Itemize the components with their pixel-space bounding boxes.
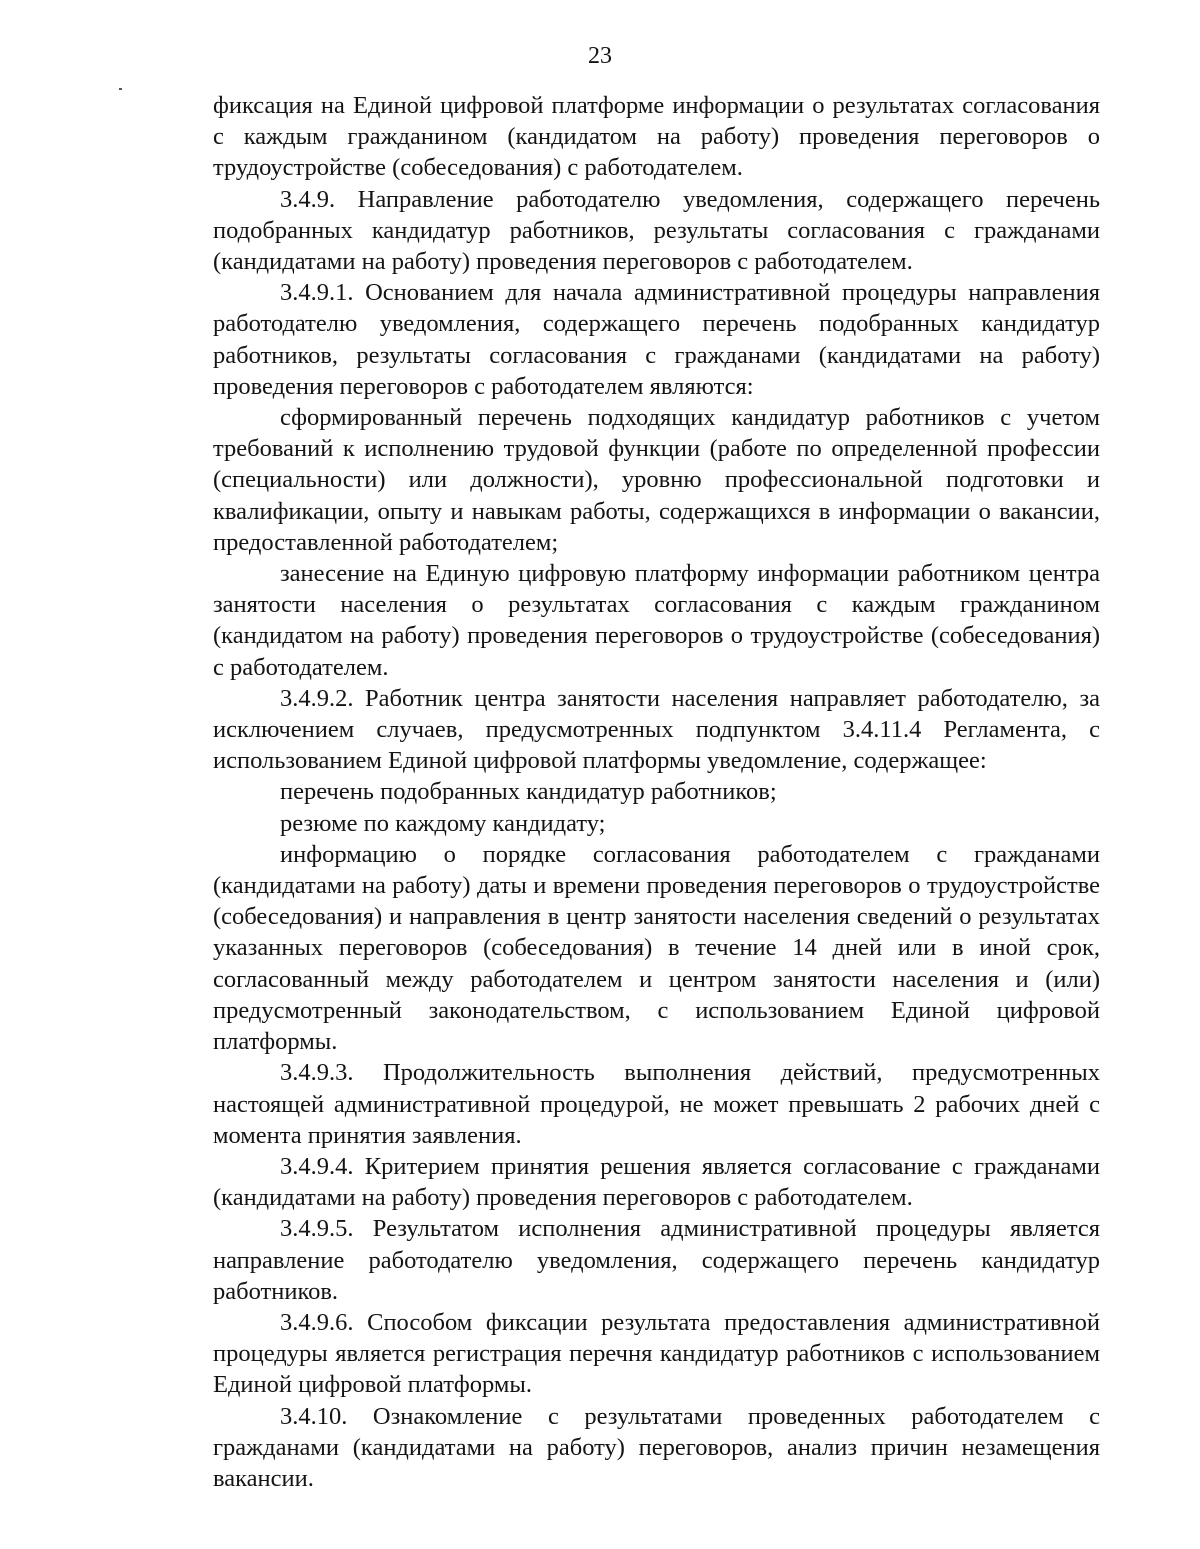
paragraph-3-4-10: 3.4.10. Ознакомление с результатами проведенных работодателем с гражданами (кандидатами на работу) переговоров, анализ причин незамещения вакансии.: [213, 1402, 1100, 1492]
paragraph-3-4-9: 3.4.9. Направление работодателю уведомления, содержащего перечень подобранных кандидатур работников, результаты согласования с гражданами (кандидатами на работу) проведения переговоров с работодателем.: [213, 185, 1100, 276]
list-item-entry-to-platform: занесение на Единую цифровую платформу информации работником центра занятости населения о результатах согласования с каждым гражданином (кандидатом на работу) проведения переговоров о трудоустройстве (собеседования) с работодателем.: [213, 560, 1100, 681]
paragraph-3-4-9-1: 3.4.9.1. Основанием для начала административной процедуры направления работодателю уведомления, содержащего перечень подобранных кандидатур работников, результаты согласования с гражданами (кандидатами на работу) проведения переговоров с работодателем являются:: [213, 279, 1100, 400]
paragraph-3-4-9-4: 3.4.9.4. Критерием принятия решения является согласование с гражданами (кандидатами на работу) проведения переговоров с работодателем.: [213, 1152, 1100, 1212]
paragraph-3-4-9-6: 3.4.9.6. Способом фиксации результата предоставления административной процедуры является регистрация перечня кандидатур работников с использованием Единой цифровой платформы.: [213, 1308, 1100, 1399]
paragraph-continuation: фиксация на Единой цифровой платформе информации о результатах согласования с каждым гражданином (кандидатом на работу) проведения переговоров о трудоустройстве (собеседования) с работодателем.: [213, 92, 1100, 182]
document-body: [213, 90, 1100, 1494]
list-item-resume: резюме по каждому кандидату;: [280, 809, 606, 837]
list-item-formed-list: сформированный перечень подходящих кандидатур работников с учетом требований к исполнению трудовой функции (работе по определенной профессии (специальности) или должности), уровню профессиональной подготовки и квалификации, опыту и навыкам работы, содержащихся в информации о вакансии, предоставленной работодателем;: [213, 404, 1100, 556]
list-item-procedure-info: информацию о порядке согласования работодателем с гражданами (кандидатами на работу) даты и времени проведения переговоров о трудоустройстве (собеседования) и направления в центр занятости населения сведений о результатах указанных переговоров (собеседования) в течение 14 дней или в иной срок, согласованный между работодателем и центром занятости населения и (или) предусмотренный законодательством, с использованием Единой цифровой платформы.: [213, 840, 1100, 1056]
page-number: 23: [588, 43, 612, 69]
scan-speck: [119, 88, 122, 90]
paragraph-3-4-9-5: 3.4.9.5. Результатом исполнения административной процедуры является направление работодателю уведомления, содержащего перечень кандидатур работников.: [213, 1215, 1100, 1305]
paragraph-3-4-9-3: 3.4.9.3. Продолжительность выполнения действий, предусмотренных настоящей административной процедурой, не может превышать 2 рабочих дней с момента принятия заявления.: [213, 1059, 1100, 1149]
list-item-candidate-list: перечень подобранных кандидатур работников;: [280, 778, 777, 806]
paragraph-3-4-9-2: 3.4.9.2. Работник центра занятости населения направляет работодателю, за исключением случаев, предусмотренных подпунктом 3.4.11.4 Регламента, с использованием Единой цифровой платформы уведомление, содержащее:: [213, 684, 1100, 775]
